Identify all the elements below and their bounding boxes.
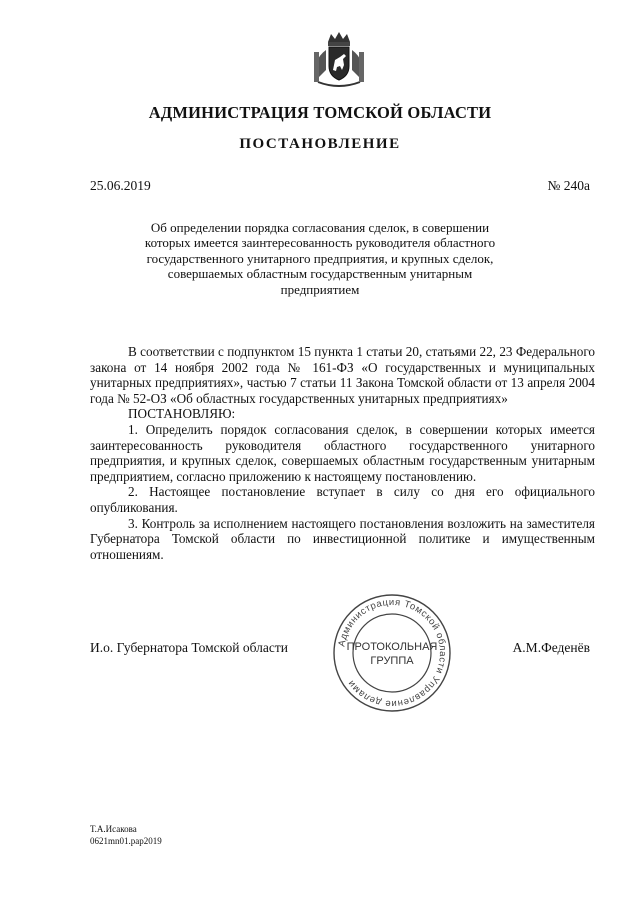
preamble-paragraph: В соответствии с подпунктом 15 пункта 1 статьи 20, статьями 22, 23 Федерального закона от 14 ноября 2002 года № 161-ФЗ «О государственных и муниципальных унитарных предприятиях», частью 7 статьи 11 Закона Томской области от 13 апреля 2004 года № 52-ОЗ «Об областных государственных унитарных предприятиях» — [90, 344, 595, 406]
clause-1: 1. Определить порядок согласования сделок, в совершении которых имеется заинтересованность руководителя областного государственного унитарного предприятия, и крупных сделок, совершаемых областным государственным унитарным предприятием, согласно приложению к настоящему постановлению. — [90, 421, 595, 484]
executor-name: Т.А.Исакова — [90, 824, 137, 834]
subject-line: которых имеется заинтересованность руководителя областного — [144, 235, 496, 251]
subject-line: совершаемых областным государственным унитарным — [167, 266, 473, 282]
document-number: № 240а — [547, 178, 590, 193]
document-type: ПОСТАНОВЛЕНИЕ — [239, 136, 401, 152]
stamp-ring-text: Администрация Томской области Управление делами — [336, 596, 449, 710]
clause-3: 3. Контроль за исполнением настоящего постановления возложить на заместителя Губернатора Томской области по инвестиционной политике и имущественным отношениям. — [90, 515, 595, 562]
resolve-heading: ПОСТАНОВЛЯЮ: — [128, 406, 236, 422]
document-date: 25.06.2019 — [90, 178, 151, 193]
stamp-center-line-1: ПРОТОКОЛЬНАЯ — [346, 641, 438, 653]
organization-title: АДМИНИСТРАЦИЯ ТОМСКОЙ ОБЛАСТИ — [148, 103, 492, 122]
document-body — [90, 344, 595, 562]
file-code: 0621mn01.pap2019 — [90, 836, 162, 846]
tomsk-oblast-coat-of-arms-icon — [300, 30, 378, 92]
clause-2: 2. Настоящее постановление вступает в силу со дня его официального опубликования. — [90, 484, 595, 515]
subject-line: государственного унитарного предприятия, и крупных сделок, — [146, 250, 494, 266]
document-subject — [140, 220, 500, 297]
signatory-position: И.о. Губернатора Томской области — [90, 640, 288, 655]
subject-line: предприятием — [280, 281, 360, 297]
signatory-name: А.М.Феденёв — [512, 640, 590, 655]
official-stamp — [330, 592, 454, 714]
stamp-center-line-2: ГРУППА — [370, 655, 414, 667]
subject-line: Об определении порядка согласования сделок, в совершении — [150, 220, 490, 235]
